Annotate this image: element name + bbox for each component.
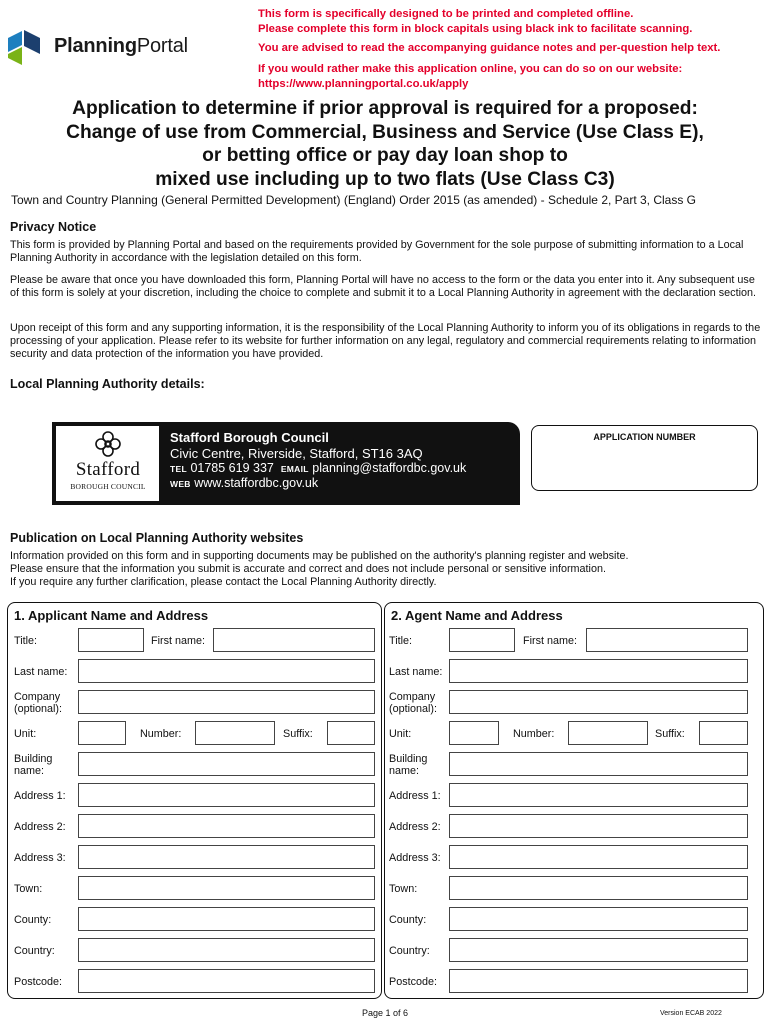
agent-title-label: Title:: [389, 635, 412, 647]
web-label: WEB: [170, 479, 191, 489]
agent-address3-label: Address 3:: [389, 852, 441, 864]
online-notice: If you would rather make this application online, you can do so on our website: https://www.planningportal.co.uk/apply: [258, 63, 683, 90]
tel-label: TEL: [170, 464, 187, 474]
applicant-number-label: Number:: [140, 728, 182, 740]
applicant-suffix-label: Suffix:: [283, 728, 313, 740]
agent-last-name-label: Last name:: [389, 666, 443, 678]
email-label: EMAIL: [280, 464, 309, 474]
applicant-address3-input[interactable]: [78, 845, 375, 869]
publication-heading: Publication on Local Planning Authority websites: [10, 531, 304, 545]
applicant-postcode-input[interactable]: [78, 969, 375, 993]
agent-title-input[interactable]: [449, 628, 515, 652]
applicant-company-label: Company (optional):: [14, 691, 63, 715]
applicant-last-name-label: Last name:: [14, 666, 68, 678]
agent-country-input[interactable]: [449, 938, 748, 962]
applicant-address1-input[interactable]: [78, 783, 375, 807]
offline-notice: This form is specifically designed to be printed and completed offline. Please complete this form in block capitals using black ink to facilitate scanning.: [258, 8, 693, 35]
council-name: Stafford Borough Council: [170, 430, 329, 445]
agent-unit-input[interactable]: [449, 721, 499, 745]
applicant-section: [7, 602, 382, 999]
agent-last-name-input[interactable]: [449, 659, 748, 683]
publication-text: Information provided on this form and in supporting documents may be published on the authority's planning register and website. Please ensure that the information you submit is accurate and correct and does not include personal or sensitive information. If you require any further clarification, please contact the Local Planning Authority directly.: [10, 550, 629, 589]
guidance-notice: You are advised to read the accompanying guidance notes and per-question help text.: [258, 42, 721, 54]
privacy-paragraph-1: This form is provided by Planning Portal and based on the requirements provided by Government for the sole purpose of submitting information to a Local Planning Authority in accordance with the legislation detailed on this form.: [10, 239, 744, 265]
agent-address3-input[interactable]: [449, 845, 748, 869]
applicant-company-input[interactable]: [78, 690, 375, 714]
agent-section-title: 2. Agent Name and Address: [391, 608, 563, 623]
agent-postcode-label: Postcode:: [389, 976, 438, 988]
applicant-county-input[interactable]: [78, 907, 375, 931]
applicant-address2-label: Address 2:: [14, 821, 66, 833]
agent-address1-label: Address 1:: [389, 790, 441, 802]
agent-unit-label: Unit:: [389, 728, 412, 740]
agent-building-label: Building name:: [389, 753, 428, 777]
council-logo-sub: BOROUGH COUNCIL: [70, 482, 146, 491]
agent-number-label: Number:: [513, 728, 555, 740]
planning-portal-logo: [6, 26, 206, 70]
applicant-section-title: 1. Applicant Name and Address: [14, 608, 209, 623]
council-logo-word: Stafford: [75, 459, 141, 480]
agent-address1-input[interactable]: [449, 783, 748, 807]
lpa-heading: Local Planning Authority details:: [10, 377, 205, 391]
applicant-unit-label: Unit:: [14, 728, 37, 740]
applicant-address1-label: Address 1:: [14, 790, 66, 802]
applicant-first-name-label: First name:: [151, 635, 205, 647]
page-number: Page 1 of 6: [361, 1008, 409, 1018]
applicant-suffix-input[interactable]: [327, 721, 375, 745]
agent-county-input[interactable]: [449, 907, 748, 931]
applicant-number-input[interactable]: [195, 721, 275, 745]
council-email[interactable]: planning@staffordbc.gov.uk: [312, 461, 467, 475]
agent-postcode-input[interactable]: [449, 969, 748, 993]
agent-first-name-input[interactable]: [586, 628, 748, 652]
brand-name: PlanningPortal: [54, 35, 188, 57]
agent-first-name-label: First name:: [523, 635, 577, 647]
stafford-knot-icon: [84, 429, 132, 459]
agent-section: [384, 602, 764, 999]
planning-portal-logo-icon: [6, 28, 48, 68]
applicant-address2-input[interactable]: [78, 814, 375, 838]
applicant-country-input[interactable]: [78, 938, 375, 962]
council-contact-line: [170, 461, 466, 475]
applicant-country-label: Country:: [14, 945, 55, 957]
agent-building-input[interactable]: [449, 752, 748, 776]
agent-suffix-input[interactable]: [699, 721, 748, 745]
version-label: Version ECAB 2022: [660, 1010, 722, 1017]
applicant-address3-label: Address 3:: [14, 852, 66, 864]
applicant-title-label: Title:: [14, 635, 37, 647]
applicant-building-label: Building name:: [14, 753, 53, 777]
applicant-title-input[interactable]: [78, 628, 144, 652]
applicant-county-label: County:: [14, 914, 52, 926]
agent-address2-label: Address 2:: [389, 821, 441, 833]
council-web[interactable]: www.staffordbc.gov.uk: [194, 476, 319, 490]
agent-country-label: Country:: [389, 945, 430, 957]
application-number-label: APPLICATION NUMBER: [593, 432, 696, 442]
agent-town-input[interactable]: [449, 876, 748, 900]
applicant-town-input[interactable]: [78, 876, 375, 900]
agent-address2-input[interactable]: [449, 814, 748, 838]
form-title: Application to determine if prior approval is required for a proposed: Change of use from Commercial, Business and Service (Use Class E), or betting office or pay day loan shop to mixed use including up to two flats (Use Class C3): [66, 98, 704, 190]
agent-number-input[interactable]: [568, 721, 648, 745]
privacy-heading: Privacy Notice: [10, 220, 97, 234]
application-number-box[interactable]: [531, 425, 758, 491]
applicant-unit-input[interactable]: [78, 721, 126, 745]
agent-company-input[interactable]: [449, 690, 748, 714]
agent-company-label: Company (optional):: [389, 691, 438, 715]
applicant-postcode-label: Postcode:: [14, 976, 63, 988]
council-address: Civic Centre, Riverside, Stafford, ST16 3AQ: [170, 446, 423, 461]
privacy-paragraph-2: Please be aware that once you have downloaded this form, Planning Portal will have no access to the form or the data you enter into it. Any subsequent use of this form is solely at your discretion, including the choice to complete and submit it to a Local Planning Authority in agreement with the declaration section.: [10, 274, 756, 300]
applicant-first-name-input[interactable]: [213, 628, 375, 652]
form-subtitle: Town and Country Planning (General Permitted Development) (England) Order 2015 (as amended) - Schedule 2, Part 3, Class G: [11, 193, 697, 207]
applicant-town-label: Town:: [14, 883, 43, 895]
agent-suffix-label: Suffix:: [655, 728, 685, 740]
agent-town-label: Town:: [389, 883, 418, 895]
council-web-line: [170, 476, 318, 490]
council-tel: 01785 619 337: [190, 461, 274, 475]
applicant-building-input[interactable]: [78, 752, 375, 776]
privacy-paragraph-3: Upon receipt of this form and any supporting information, it is the responsibility of the Local Planning Authority to inform you of its obligations in regards to the processing of your application. Please refer to its website for further information on any legal, regulatory and commercial requirements relating to information security and data protection of the information you have provided.: [10, 322, 761, 361]
applicant-last-name-input[interactable]: [78, 659, 375, 683]
agent-county-label: County:: [389, 914, 427, 926]
